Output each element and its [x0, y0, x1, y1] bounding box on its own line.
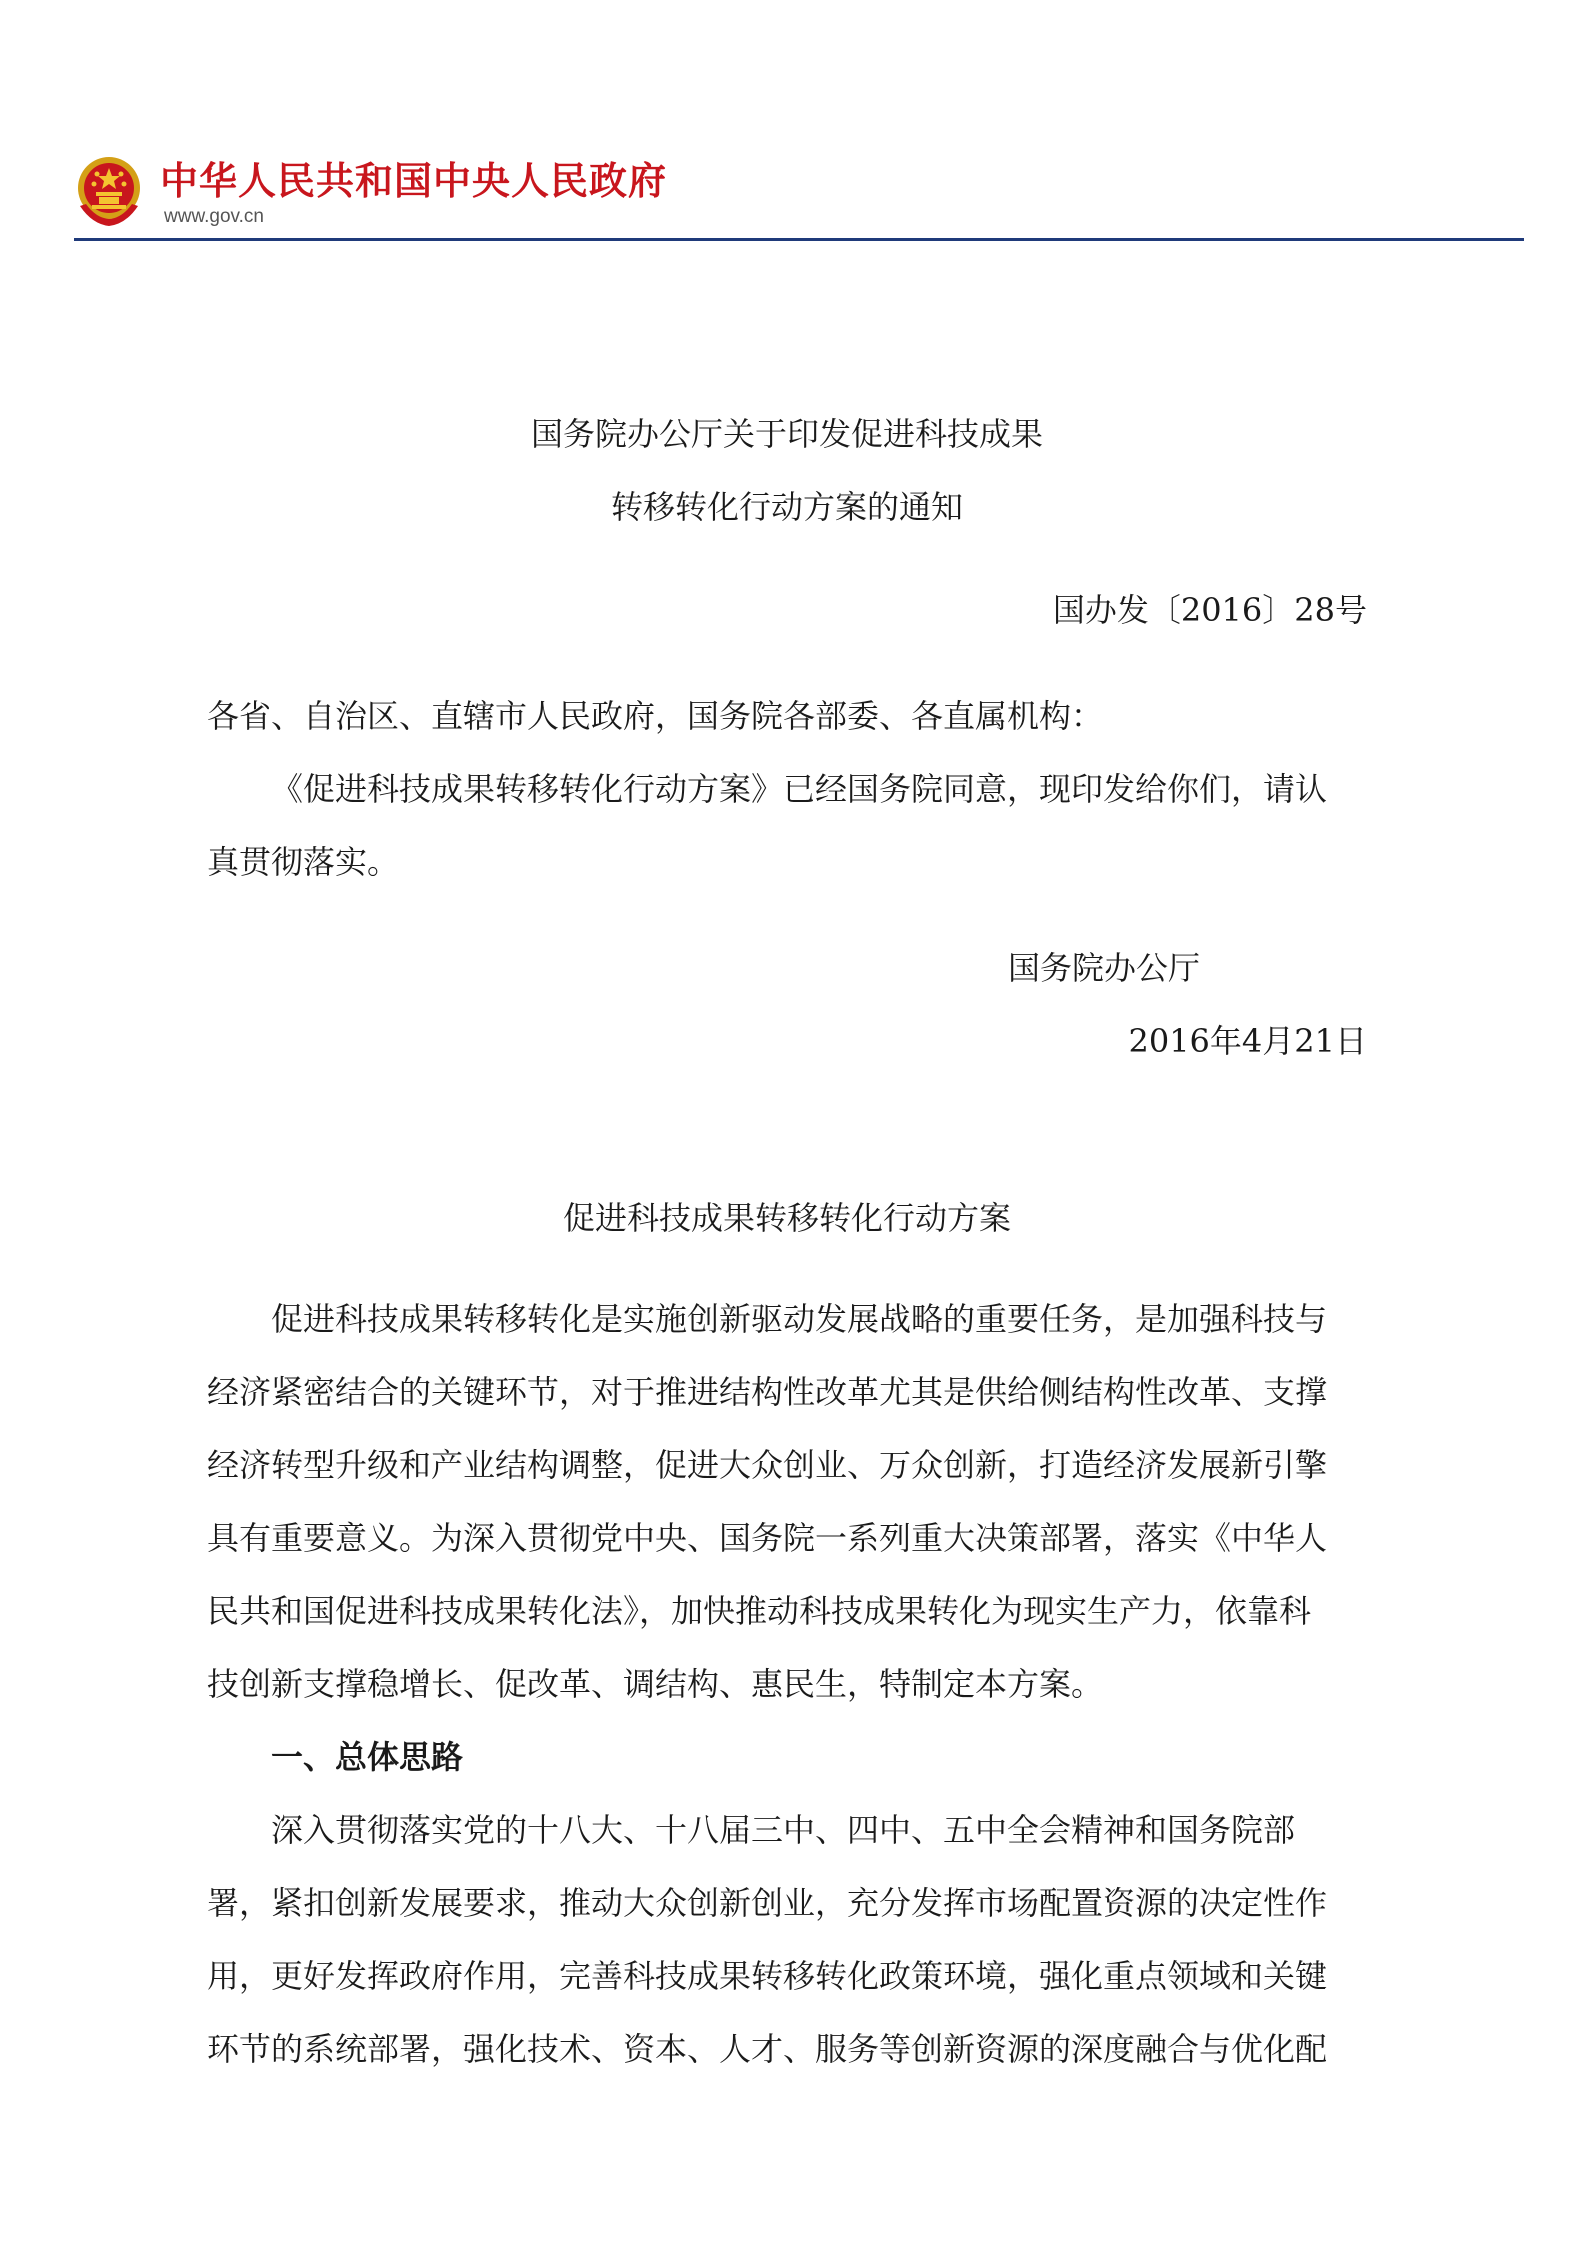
plan-title [207, 1182, 1367, 1255]
paragraph-line: 经济紧密结合的关键环节，对于推进结构性改革尤其是供给侧结构性改革、支撑 [207, 1373, 1328, 1411]
notice-title-line-1: 国务院办公厅关于印发促进科技成果 [530, 415, 1043, 453]
paragraph-line: 用，更好发挥政府作用，完善科技成果转移转化政策环境，强化重点领域和关键 [207, 1957, 1328, 1995]
paragraph-line: 技创新支撑稳增长、促改革、调结构、惠民生，特制定本方案。 [207, 1665, 1104, 1703]
header-divider [74, 238, 1524, 241]
site-url[interactable]: www.gov.cn [164, 206, 264, 227]
notice-title-line-2: 转移转化行动方案的通知 [610, 488, 963, 526]
paragraph-line: 民共和国促进科技成果转化法》，加快推动科技成果转化为现实生产力，依靠科 [207, 1592, 1312, 1630]
paragraph-line: 深入贯彻落实党的十八大、十八届三中、四中、五中全会精神和国务院部 [271, 1811, 1296, 1849]
document-number [207, 574, 1367, 647]
notice-title [207, 398, 1367, 544]
paragraph-line: 经济转型升级和产业结构调整，促进大众创业、万众创新，打造经济发展新引擎 [207, 1446, 1328, 1484]
paragraph-line: 促进科技成果转移转化是实施创新驱动发展战略的重要任务，是加强科技与 [271, 1300, 1328, 1338]
site-header [74, 150, 1524, 242]
site-title: 中华人民共和国中央人民政府 [160, 159, 668, 203]
national-emblem-icon [74, 154, 144, 228]
notice-body-line: 《促进科技成果转移转化行动方案》已经国务院同意，现印发给你们，请认 [271, 770, 1328, 808]
paragraph-line: 具有重要意义。为深入贯彻党中央、国务院一系列重大决策部署，落实《中华人 [207, 1519, 1328, 1557]
addressee: 各省、自治区、直辖市人民政府，国务院各部委、各直属机构： [207, 697, 1104, 735]
notice-body [207, 680, 1367, 899]
plan-title-text: 促进科技成果转移转化行动方案 [562, 1199, 1011, 1237]
issuer: 国务院办公厅 [1007, 949, 1200, 987]
issue-date: 2016年4月21日 [1128, 1022, 1367, 1060]
paragraph-line: 署，紧扣创新发展要求，推动大众创新创业，充分发挥市场配置资源的决定性作 [207, 1884, 1328, 1922]
section-heading: 一、总体思路 [271, 1738, 464, 1776]
plan-body [207, 1283, 1367, 2086]
paragraph-line: 环节的系统部署，强化技术、资本、人才、服务等创新资源的深度融合与优化配 [207, 2030, 1328, 2068]
doc-number: 国办发〔2016〕28号 [1052, 591, 1367, 629]
notice-body-line: 真贯彻落实。 [207, 843, 400, 881]
notice-signature [207, 932, 1367, 1078]
